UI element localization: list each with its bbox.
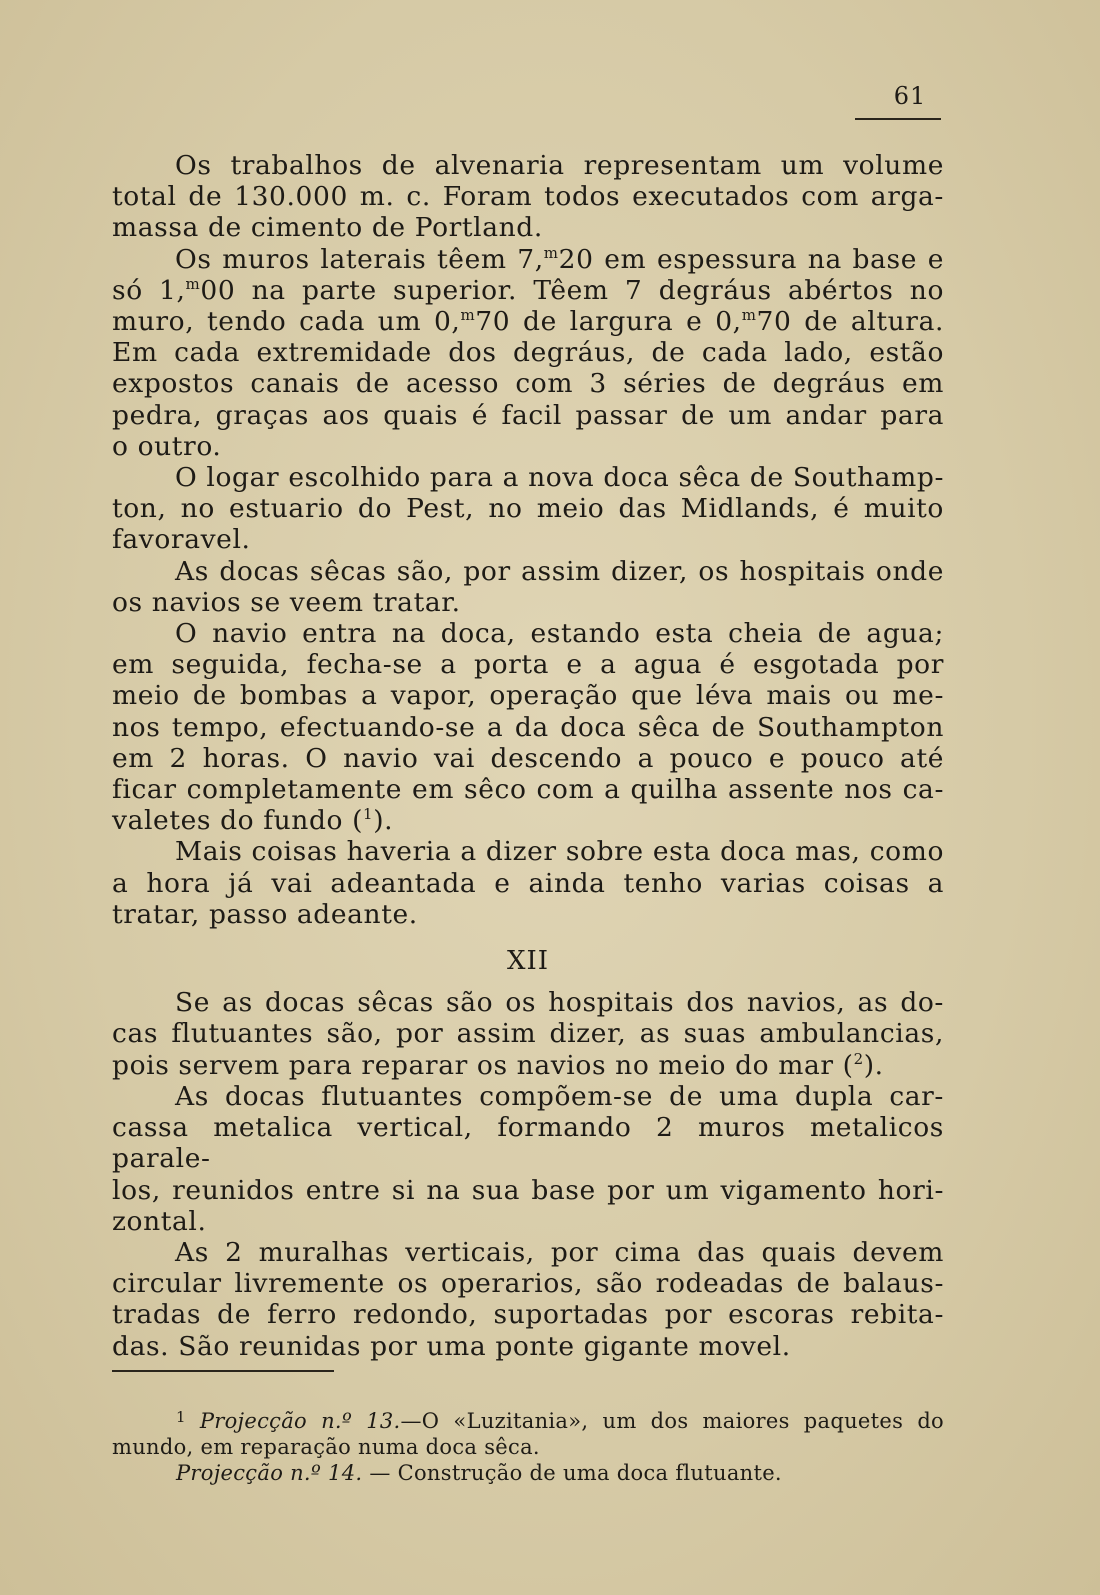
text-line: expostos canais de acesso com 3 séries de degráus em bbox=[112, 368, 944, 400]
paragraph bbox=[112, 618, 944, 836]
paragraph bbox=[112, 556, 944, 618]
paragraph bbox=[112, 244, 944, 462]
text-line bbox=[112, 275, 944, 306]
text-line: em 2 horas. O navio vai descendo a pouco e pouco até bbox=[112, 742, 944, 774]
text-segment: 20 em espessura na base e bbox=[558, 243, 945, 275]
text-line: o outro. bbox=[112, 430, 222, 462]
text-segment: muro, tendo cada um 0, bbox=[112, 306, 461, 338]
footnote-1-marker: 1 bbox=[176, 1408, 186, 1426]
text-line: O navio entra na doca, estando esta cheia de agua; bbox=[175, 618, 944, 650]
text-line: pedra, graças aos quais é facil passar de um andar para bbox=[112, 399, 944, 431]
footnote-2-label: Projecção n.º 14. bbox=[176, 1461, 363, 1485]
text-line: tratar, passo adeante. bbox=[112, 898, 418, 930]
text-line: cassa metalica vertical, formando 2 muros metalicos parale- bbox=[112, 1112, 944, 1175]
superscript: m bbox=[741, 306, 757, 325]
superscript: 2 bbox=[853, 1049, 864, 1068]
footnote-1-text: —O «Luzitania», um dos maiores paquetes do bbox=[400, 1409, 945, 1433]
text-line: O logar escolhido para a nova doca sêca de Southamp- bbox=[175, 462, 944, 494]
paragraph bbox=[112, 1237, 944, 1362]
text-segment: ). bbox=[373, 805, 394, 837]
footnote-1 bbox=[112, 1404, 944, 1460]
superscript: 1 bbox=[363, 805, 374, 824]
text-line: massa de cimento de Portland. bbox=[112, 212, 543, 244]
footnote-2 bbox=[112, 1460, 944, 1486]
text-line: a hora já vai adeantada e ainda tenho varias coisas a bbox=[112, 867, 944, 899]
superscript: m bbox=[185, 274, 201, 293]
text-line: los, reunidos entre si na sua base por um vigamento hori- bbox=[112, 1174, 944, 1206]
text-segment: pois servem para reparar os navios no meio do mar ( bbox=[112, 1049, 854, 1081]
text-line: total de 130.000 m. c. Foram todos executados com arga- bbox=[112, 181, 944, 213]
text-line bbox=[112, 244, 944, 275]
text-segment: 70 de altura. bbox=[756, 306, 944, 338]
footnote-1-line-2: mundo, em reparação numa doca sêca. bbox=[112, 1435, 540, 1459]
text-segment: ). bbox=[863, 1049, 884, 1081]
text-segment: só 1, bbox=[112, 274, 186, 306]
text-segment: valetes do fundo ( bbox=[112, 805, 364, 837]
text-line: cas flutuantes são, por assim dizer, as suas ambulancias, bbox=[112, 1018, 944, 1050]
text-segment: 00 na parte superior. Têem 7 degráus abértos no bbox=[200, 274, 944, 306]
paragraph bbox=[112, 1081, 944, 1237]
paragraph bbox=[112, 836, 944, 930]
text-line: os navios se veem tratar. bbox=[112, 586, 461, 618]
text-line bbox=[112, 805, 944, 836]
text-line: As 2 muralhas verticais, por cima das quais devem bbox=[175, 1236, 944, 1268]
superscript: m bbox=[460, 306, 476, 325]
text-line: nos tempo, efectuando-se a da doca sêca de Southampton bbox=[112, 711, 944, 743]
text-line: circular livremente os operarios, são rodeadas de balaus- bbox=[112, 1268, 944, 1300]
footnote-rule bbox=[112, 1370, 334, 1372]
footnotes bbox=[112, 1404, 944, 1486]
body-part-1 bbox=[112, 150, 944, 930]
superscript: m bbox=[543, 243, 559, 262]
text-line bbox=[112, 1050, 944, 1081]
body-text bbox=[112, 150, 944, 1362]
text-line: favoravel. bbox=[112, 524, 251, 556]
text-line: Em cada extremidade dos degráus, de cada lado, estão bbox=[112, 337, 944, 369]
body-part-2 bbox=[112, 987, 944, 1361]
header-rule bbox=[855, 118, 941, 120]
text-line: meio de bombas a vapor, operação que léva mais ou me- bbox=[112, 680, 944, 712]
text-segment: Os muros laterais têem 7, bbox=[175, 243, 544, 275]
text-line: Mais coisas haveria a dizer sobre esta doca mas, como bbox=[175, 836, 944, 868]
text-line: ficar completamente em sêco com a quilha assente nos ca- bbox=[112, 774, 944, 806]
text-line: As docas flutuantes compõem-se de uma dupla car- bbox=[175, 1080, 944, 1112]
footnote-2-text: — Construção de uma doca flutuante. bbox=[362, 1461, 782, 1485]
paragraph bbox=[112, 462, 944, 556]
section-heading: XII bbox=[506, 946, 550, 977]
text-line: As docas sêcas são, por assim dizer, os hospitais onde bbox=[175, 555, 944, 587]
text-line: zontal. bbox=[112, 1205, 207, 1237]
footnote-2-line bbox=[112, 1460, 944, 1486]
text-line: Os trabalhos de alvenaria representam um volume bbox=[175, 150, 944, 181]
text-line: Se as docas sêcas são os hospitais dos navios, as do- bbox=[175, 987, 944, 1019]
text-line: em seguida, fecha-se a porta e a agua é esgotada por bbox=[112, 649, 944, 681]
paragraph bbox=[112, 987, 944, 1081]
footnote-1-label: Projecção n.º 13. bbox=[199, 1409, 401, 1433]
page-number: 61 bbox=[893, 82, 927, 110]
footnote-1-line-1 bbox=[112, 1404, 944, 1434]
text-line: das. São reunidas por uma ponte gigante movel. bbox=[112, 1330, 791, 1362]
text-line bbox=[112, 306, 944, 337]
text-line: ton, no estuario do Pest, no meio das Midlands, é muito bbox=[112, 493, 944, 525]
paragraph bbox=[112, 150, 944, 244]
text-segment: 70 de largura e 0, bbox=[475, 306, 742, 338]
text-line: tradas de ferro redondo, suportadas por escoras rebita- bbox=[112, 1299, 944, 1331]
